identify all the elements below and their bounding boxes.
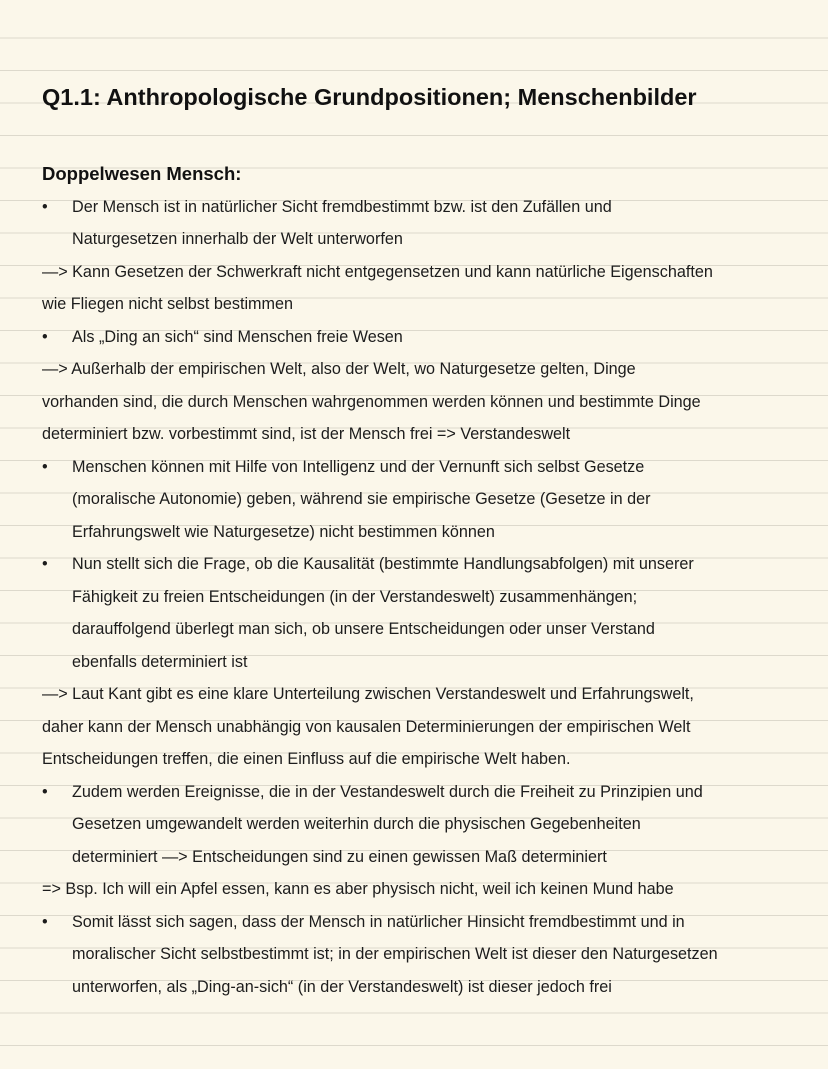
text-line — [42, 483, 802, 516]
section-heading: Doppelwesen Mensch: — [42, 163, 242, 184]
line-text: darauffolgend überlegt man sich, ob unsere Entscheidungen oder unser Verstand — [72, 620, 655, 638]
line-text: Der Mensch ist in natürlicher Sicht fremdbestimmt bzw. ist den Zufällen und — [72, 197, 612, 216]
bullet-item-line — [42, 191, 802, 224]
line-text: Menschen können mit Hilfe von Intelligenz und der Vernunft sich selbst Gesetze — [72, 457, 645, 476]
line-text: determiniert bzw. vorbestimmt sind, ist der Mensch frei => Verstandeswelt — [42, 425, 571, 443]
line-text: —> Kann Gesetzen der Schwerkraft nicht entgegensetzen und kann natürliche Eigenschaften — [42, 262, 713, 281]
text-line — [42, 646, 802, 679]
bullet-point: • — [42, 555, 48, 573]
text-line — [42, 386, 802, 419]
text-body — [42, 191, 802, 1004]
line-text: —> Außerhalb der empirischen Welt, also der Welt, wo Naturgesetze gelten, Dinge — [42, 360, 636, 378]
line-text: Naturgesetzen innerhalb der Welt unterworfen — [72, 230, 403, 248]
line-text: Als „Ding an sich“ sind Menschen freie Wesen — [72, 327, 403, 346]
text-line — [42, 678, 802, 711]
line-text: Somit lässt sich sagen, dass der Mensch in natürlicher Hinsicht fremdbestimmt und in — [72, 912, 685, 931]
bullet-point: • — [42, 457, 48, 476]
text-line — [42, 353, 802, 386]
text-line — [42, 256, 802, 289]
bullet-item-line — [42, 321, 802, 354]
bullet-point: • — [42, 782, 48, 801]
text-line — [42, 581, 802, 614]
line-text: Erfahrungswelt wie Naturgesetze) nicht bestimmen können — [72, 522, 495, 541]
text-line — [42, 613, 802, 646]
text-line — [42, 288, 802, 321]
text-line — [42, 808, 802, 841]
line-text: Entscheidungen treffen, die einen Einfluss auf die empirische Welt haben. — [42, 750, 571, 768]
text-line — [42, 971, 802, 1004]
line-text: vorhanden sind, die durch Menschen wahrgenommen werden können und bestimmte Dinge — [42, 392, 701, 411]
line-text: unterworfen, als „Ding-an-sich“ (in der Verstandeswelt) ist dieser jedoch frei — [72, 977, 612, 996]
line-text: determiniert —> Entscheidungen sind zu einen gewissen Maß determiniert — [72, 847, 607, 866]
line-text: —> Laut Kant gibt es eine klare Unterteilung zwischen Verstandeswelt und Erfahrungswelt, — [42, 685, 694, 703]
line-text: moralischer Sicht selbstbestimmt ist; in der empirischen Welt ist dieser den Naturgesetzen — [72, 945, 718, 963]
line-text: daher kann der Mensch unabhängig von kausalen Determinierungen der empirischen Welt — [42, 717, 691, 736]
text-line — [42, 873, 802, 906]
text-line — [42, 743, 802, 776]
line-text: Zudem werden Ereignisse, die in der Vestandeswelt durch die Freiheit zu Prinzipien und — [72, 782, 703, 801]
bullet-item-line — [42, 451, 802, 484]
bullet-point: • — [42, 197, 48, 216]
text-line — [42, 711, 802, 744]
bullet-point: • — [42, 327, 48, 346]
bullet-item-line — [42, 906, 802, 939]
document-page — [42, 80, 802, 1003]
text-line — [42, 516, 802, 549]
text-line — [42, 223, 802, 256]
line-text: (moralische Autonomie) geben, während sie empirische Gesetze (Gesetze in der — [72, 490, 651, 508]
line-text: ebenfalls determiniert ist — [72, 652, 248, 671]
text-line — [42, 938, 802, 971]
line-text: wie Fliegen nicht selbst bestimmen — [42, 295, 294, 313]
line-text: Fähigkeit zu freien Entscheidungen (in der Verstandeswelt) zusammenhängen; — [72, 587, 638, 606]
bullet-point: • — [42, 912, 48, 931]
page-title: Q1.1: Anthropologische Grundpositionen; Menschenbilder — [42, 84, 697, 110]
line-text: Gesetzen umgewandelt werden weiterhin durch die physischen Gegebenheiten — [72, 815, 641, 833]
bullet-item-line — [42, 776, 802, 809]
bullet-item-line — [42, 548, 802, 581]
text-line — [42, 418, 802, 451]
line-text: Nun stellt sich die Frage, ob die Kausalität (bestimmte Handlungsabfolgen) mit unserer — [72, 555, 694, 573]
text-line — [42, 841, 802, 874]
line-text: => Bsp. Ich will ein Apfel essen, kann es aber physisch nicht, weil ich keinen Mund habe — [42, 880, 674, 898]
